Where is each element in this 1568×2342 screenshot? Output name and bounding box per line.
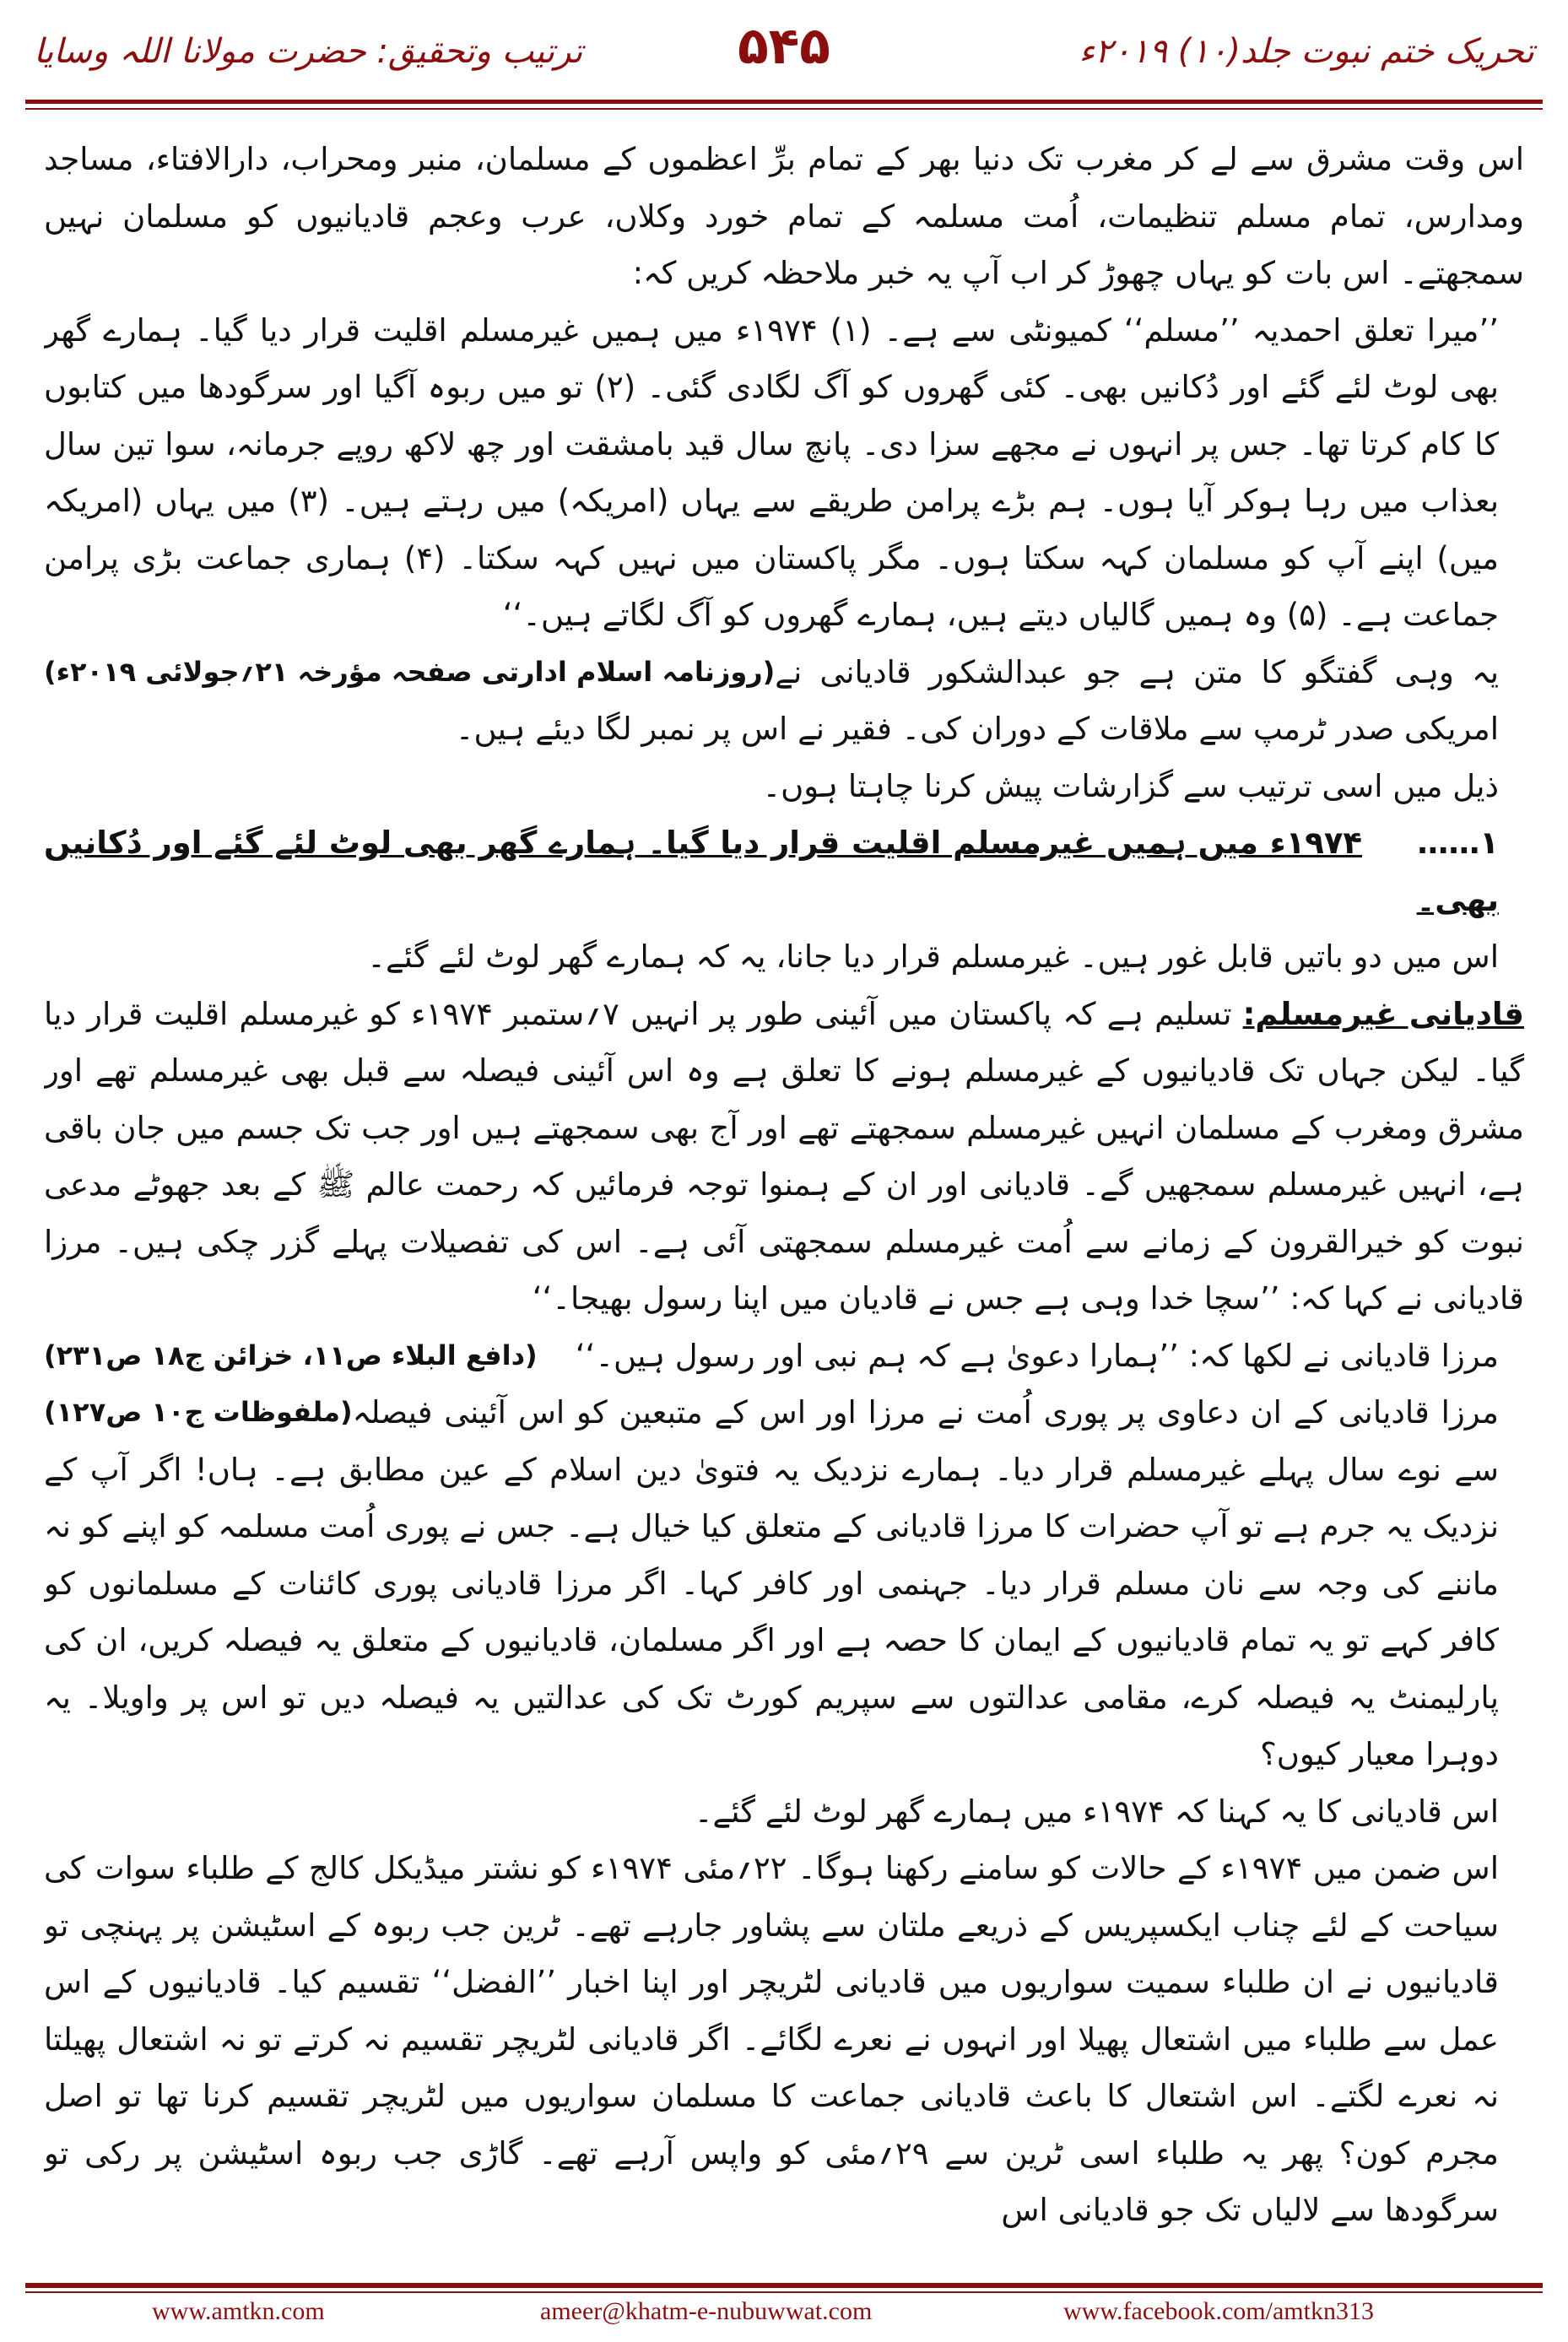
section-label: قادیانی غیرمسلم: xyxy=(1242,995,1524,1032)
quote-trump-meeting xyxy=(44,302,1524,688)
paragraph-double-standard: مرزا قادیانی کے ان دعاوی پر پوری اُمت نے مرزا اور اس کے متبعین کو اس آئینی فیصلہ سے نوے سال پہلے غیرمسلم قرار دیا۔ ہمارے نزدیک یہ فتویٰ دین اسلام کے عین مطابق ہے۔ ہاں! اگر آپ کے نزدیک یہ جرم ہے تو آپ حضرات کا مرزا قادیانی کے متعلق کیا خیال ہے۔ جس نے پوری اُمت مسلمہ کو اپنے کو نہ ماننے کی وجہ سے نان مسلم قرار دیا۔ جہنمی اور کافر کہا۔ اگر مرزا قادیانی پوری کائنات کے مسلمانوں کو کافر کہے تو یہ تمام قادیانیوں کے ایمان کا حصہ ہے اور اگر مسلمان، قادیانیوں کے متعلق یہ فیصلہ کریں، ان کی پارلیمنٹ یہ فیصلہ کرے، مقامی عدالتوں سے سپریم کورٹ تک کی عدالتیں یہ فیصلہ دیں تو اس پر واویلا۔ یہ دوہرا معیار کیوں؟ xyxy=(44,1394,1499,1772)
paragraph-two-points: اس میں دو باتیں قابل غور ہیں۔ غیرمسلم قرار دیا جانا، یہ کہ ہمارے گھر لوٹ لئے گئے۔ xyxy=(367,938,1499,975)
paragraph-1974-events: اس ضمن میں ۱۹۷۴ء کے حالات کو سامنے رکھنا ہوگا۔ ۲۲؍مئی ۱۹۷۴ء کو نشتر میڈیکل کالج کے طلباء سوات کی سیاحت کے لئے چناب ایکسپریس کے ذریعے ملتان سے پشاور جارہے تھے۔ ٹرین جب ربوہ کے اسٹیشن پر پہنچی تو قادیانیوں نے ان طلباء سمیت سواریوں میں قادیانی لٹریچر اور اپنا اخبار ’’الفضل‘‘ تقسیم کیا۔ قادیانیوں کے اس عمل سے طلباء میں اشتعال پھیلا اور انہوں نے نعرے لگائے۔ اگر قادیانی لٹریچر تقسیم نہ کرتے تو نہ اشتعال پھیلتا نہ نعرے لگتے۔ اس اشتعال کا باعث قادیانی جماعت کا مسلمان سواریوں میں لٹریچر تقسیم کرنا تھا تو اصل مجرم کون؟ پھر یہ طلباء اسی ٹرین سے ۲۹؍مئی کو واپس آرہے تھے۔ گاڑی جب ربوہ اسٹیشن پر رکی تو سرگودھا سے لالیاں تک جو قادیانی اس xyxy=(44,1850,1499,2228)
header-rule-thin xyxy=(25,108,1543,110)
page-body xyxy=(44,131,1524,2266)
point-number: ۱…… xyxy=(1417,825,1499,861)
citation-malfuzat: (ملفوظات ج۱۰ ص۱۲۷) xyxy=(44,1396,353,1428)
quote-text: ’’میرا تعلق احمدیہ ’’مسلم‘‘ کمیونٹی سے ہے۔ (۱) ۱۹۷۴ء میں ہمیں غیرمسلم اقلیت قرار دیا گیا۔ ہمارے گھر بھی لوٹ لئے گئے اور دُکانیں بھی۔ کئی گھروں کو آگ لگادی گئی۔ (۲) تو میں ربوہ آگیا اور سرگودھا میں کتابوں کا کام کرتا تھا۔ جس پر انہوں نے مجھے سزا دی۔ پانچ سال قید بامشقت اور چھ لاکھ روپے جرمانہ، سوا تین سال بعذاب میں رہا ہوکر آیا ہوں۔ ہم بڑے پرامن طریقے سے یہاں (امریکہ) میں رہتے ہیں۔ (۳) میں یہاں (امریکہ میں) اپنے آپ کو مسلمان کہہ سکتا ہوں۔ مگر پاکستان میں نہیں کہہ سکتا۔ (۴) ہماری جماعت بڑی پرامن جماعت ہے۔ (۵) وہ ہمیں گالیاں دیتے ہیں، ہمارے گھروں کو آگ لگاتے ہیں۔‘‘ xyxy=(44,311,1499,633)
point-heading: ۱۹۷۴ء میں ہمیں غیرمسلم اقلیت قرار دیا گیا۔ ہمارے گھر بھی لوٹ لئے گئے اور دُکانیں بھی۔ xyxy=(44,825,1499,918)
header-rule-thick xyxy=(25,100,1543,104)
page-number: ۵۴۵ xyxy=(738,17,830,76)
paragraph-intro: اس وقت مشرق سے لے کر مغرب تک دنیا بھر کے تمام برِّ اعظموں کے مسلمان، منبر ومحراب، دارالافتاء، مساجد ومدارس، تمام مسلم تنظیمات، اُمت مسلمہ کے تمام خورد وکلاں، عرب وعجم قادیانیوں کو مسلمان نہیں سمجھتے۔ اس بات کو یہاں چھوڑ کر اب آپ یہ خبر ملاحظہ کریں کہ: xyxy=(44,141,1524,291)
footer-email-link[interactable]: ameer@khatm-e-nubuwwat.com xyxy=(540,2297,873,2325)
book-title: تحریک ختم نبوت جلد(۱۰) ۲۰۱۹ء xyxy=(1079,32,1534,71)
mirza-quote: مرزا قادیانی نے لکھا کہ: ’’ہمارا دعویٰ ہے کہ ہم نبی اور رسول ہیں۔‘‘ xyxy=(575,1337,1499,1374)
page-header xyxy=(0,0,1568,127)
paragraph-order: ذیل میں اسی ترتیب سے گزارشات پیش کرنا چاہتا ہوں۔ xyxy=(762,767,1499,804)
footer-facebook-link[interactable]: www.facebook.com/amtkn313 xyxy=(1063,2297,1374,2325)
footer-rule-thick xyxy=(25,2283,1543,2288)
section-text: تسلیم ہے کہ پاکستان میں آئینی طور پر انہیں ۷؍ستمبر ۱۹۷۴ء کو غیرمسلم اقلیت قرار دیا گیا۔ لیکن جہاں تک قادیانیوں کے غیرمسلم ہونے کا تعلق ہے وہ اس آئینی فیصلہ سے قبل بھی غیرمسلم تھے اور مشرق ومغرب کے مسلمان انہیں غیرمسلم سمجھتے تھے اور آج بھی سمجھتے ہیں اور جب تک جسم میں جان باقی ہے، انہیں غیرمسلم سمجھیں گے۔ قادیانی اور ان کے ہمنوا توجہ فرمائیں کہ رحمت عالم ﷺ کے بعد جھوٹے مدعی نبوت کو خیرالقرون کے زمانے سے اُمت غیرمسلم سمجھتی آئی ہے۔ اس کی تفصیلات پہلے گزر چکی ہیں۔ مرزا قادیانی نے کہا کہ: ’’سچا خدا وہی ہے جس نے قادیان میں اپنا رسول بھیجا۔‘‘ xyxy=(44,995,1524,1317)
citation-roznama-islam: (روزنامہ اسلام ادارتی صفحہ مؤرخہ ۲۱؍جولائی ۲۰۱۹ء) xyxy=(44,655,776,688)
numbered-point-1 xyxy=(44,814,1524,928)
paragraph-context: یہ وہی گفتگو کا متن ہے جو عبدالشکور قادیانی نے امریکی صدر ٹرمپ سے ملاقات کے دوران کی۔ فقیر نے اس پر نمبر لگا دیئے ہیں۔ xyxy=(455,653,1499,747)
compiler-credit: ترتیب وتحقیق: حضرت مولانا اللہ وسایا xyxy=(34,32,583,71)
footer-website-link[interactable]: www.amtkn.com xyxy=(152,2297,325,2325)
citation-dafi-ul-bala: (دافع البلاء ص۱۱، خزائن ج۱۸ ص۲۳۱) xyxy=(44,1339,538,1371)
paragraph-houses-looted: اس قادیانی کا یہ کہنا کہ ۱۹۷۴ء میں ہمارے گھر لوٹ لئے گئے۔ xyxy=(694,1793,1499,1830)
footer-rule-thin xyxy=(25,2291,1543,2293)
